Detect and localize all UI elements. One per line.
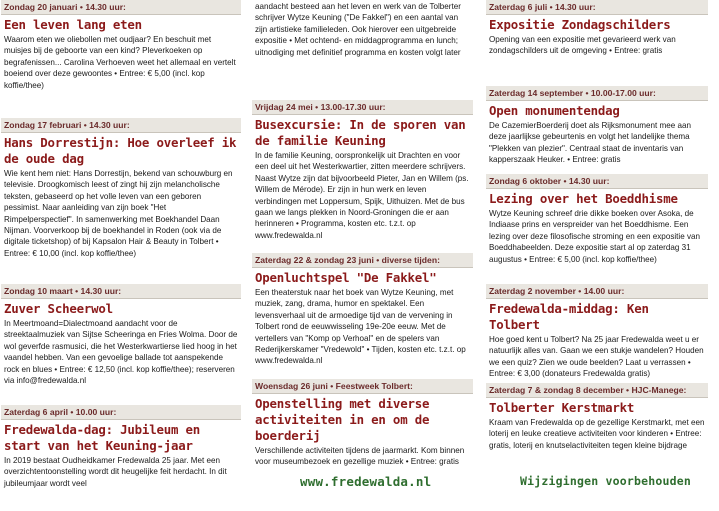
website-link[interactable]: www.fredewalda.nl xyxy=(300,474,432,489)
disclaimer-note: Wijzigingen voorbehouden xyxy=(520,474,691,488)
event-date: Zaterdag 6 juli • 14.30 uur: xyxy=(486,0,708,15)
event-expositie-zondagschilders xyxy=(486,0,708,57)
event-openstelling xyxy=(252,379,473,468)
event-description: Verschillende activiteiten tijdens de jaarmarkt. Kom binnen voor museumbezoek en gezellige muziek • Entree: gratis xyxy=(255,446,465,467)
event-date: Zondag 10 maart • 14.30 uur: xyxy=(1,284,241,299)
event-title: Open monumentendag xyxy=(489,103,620,118)
event-lezing-boeddhisme xyxy=(486,174,708,265)
event-description: Hoe goed kent u Tolbert? Na 25 jaar Fredewalda weet u er natuurlijk alles van. Gaan we een stukje wandelen? Houden we een quiz? Zien we oude beelden? Laat u verrassen • Entree: € 3,00 (donateurs Fredewalda gratis) xyxy=(489,335,704,379)
event-description: Waarom eten we oliebollen met oudjaar? En beschuit met muisjes bij de geboorte van een kind? Pleverkoeken op begrafenissen... Carolina Verhoeven weet het allemaal en vertelt boeiend over deze gewoontes • Entree: € 5,00 (incl. kop koffie/thee) xyxy=(4,35,236,90)
event-title: Fredewalda-middag: Ken Tolbert xyxy=(489,301,649,332)
event-description: In 2019 bestaat Oudheidkamer Fredewalda 25 jaar. Met een overzichtentoonstelling wordt dit heugelijke feit herdacht. In dit jubileumjaar wordt veel xyxy=(4,456,227,488)
event-description: Een theaterstuk naar het boek van Wytze Keuning, met muziek, zang, drama, humor en spektakel. Een levensverhaal uit de armoedige tijd van de vervening in Tolbert rond de eeuwwisseling 19e-20e eeuw. Met de vertellers van "Komp op Verhoal" en de spelers van Rederijkerskamer "Vredewold" • Tijden, kosten etc. t.z.t. op www.fredewalda.nl xyxy=(255,288,466,366)
event-description: De CazemierBoerderij doet als Rijksmonument mee aan deze jaarlijkse gebeurtenis en volgt het landelijke thema "Plekken van plezier". Centraal staat de inventaris van kapperszaak Heuker. • Entree: gratis xyxy=(489,121,691,165)
event-date: Zondag 20 januari • 14.30 uur: xyxy=(1,0,241,15)
event-title: Zuver Scheerwol xyxy=(4,301,113,316)
event-title: Lezing over het Boeddhisme xyxy=(489,191,678,206)
event-een-leven-lang-eten xyxy=(1,0,241,91)
event-date: Vrijdag 24 mei • 13.00-17.30 uur: xyxy=(252,100,473,115)
event-open-monumentendag xyxy=(486,86,708,166)
event-openluchtspel xyxy=(252,253,473,367)
event-date: Zondag 17 februari • 14.30 uur: xyxy=(1,118,241,133)
event-title: Een leven lang eten xyxy=(4,17,142,32)
event-date: Zaterdag 2 november • 14.00 uur: xyxy=(486,284,708,299)
continued-text: aandacht besteed aan het leven en werk van de Tolberter schrijver Wytze Keuning ("De Fakkel") en een aantal van zijn artistieke familieleden. Ook hierover een uitgebreide expositie • Met ochtend- en middagprogramma en lunch; uitnodiging met definitief programma en kosten volgt later xyxy=(255,2,461,57)
event-busexcursie xyxy=(252,100,473,241)
event-fredewalda-middag xyxy=(486,284,708,380)
event-description: In de familie Keuning, oorspronkelijk uit Drachten en voor een deel uit het Westerkwartier, zitten meerdere schrijvers. Naast Wytze zijn dat bijvoorbeeld Pieter, Jan en Willem (ps. Willem de Mérode). Er zijn in hun werk en leven verbindingen met Loppersum, Spijk, Uithuizen. Met de bus gaan we langs plekken in Noord-Groningen die er aan herinneren • Programma, kosten etc. t.z.t. op www.fredewalda.nl xyxy=(255,151,469,240)
event-date: Zaterdag 22 & zondag 23 juni • diverse tijden: xyxy=(252,253,473,268)
event-date: Zaterdag 14 september • 10.00-17.00 uur: xyxy=(486,86,708,101)
event-title: Expositie Zondagschilders xyxy=(489,17,671,32)
event-date: Zaterdag 6 april • 10.00 uur: xyxy=(1,405,241,420)
event-hans-dorrestijn xyxy=(1,118,241,259)
event-fredewalda-dag xyxy=(1,405,241,489)
event-title: Openstelling met diverse activiteiten in en om de boerderij xyxy=(255,396,430,443)
event-description: Wytze Keuning schreef drie dikke boeken over Asoka, de Indiaase prins en verspreider van het Boeddhisme. Een lezing over deze filosofische stroming en een expositie van Boeddhabeelden. Deze expositie start al op zaterdag 31 augustus • Entree: € 5,00 (incl. kop koffie/thee) xyxy=(489,209,701,264)
event-date: Woensdag 26 juni • Feestweek Tolbert: xyxy=(252,379,473,394)
event-description: Wie kent hem niet: Hans Dorrestijn, bekend van schouwburg en televisie. Droogkomisch leest of zingt hij zijn melancholische teksten, gebaseerd op het volle leven van een geboren pessimist. Naar aanleiding van zijn boek "Het Rimpelperspectief". In samenwerking met Boekhandel Daan Nijman. Voorverkoop bij de boekhandel in Roden (ook via de digitale ticketshop) of bij Kapsalon Hair & Beauty in Tolbert • Entree: € 10,00 (incl. kop koffie/thee) xyxy=(4,169,233,258)
event-title: Busexcursie: In de sporen van de familie Keuning xyxy=(255,117,466,148)
event-title: Hans Dorrestijn: Hoe overleef ik de oude dag xyxy=(4,135,237,166)
event-tolberter-kerstmarkt xyxy=(486,383,708,451)
event-description: Opening van een expositie met gevarieerd werk van zondagschilders uit de omgeving • Entree: gratis xyxy=(489,35,676,56)
event-title: Fredewalda-dag: Jubileum en start van het Keuning-jaar xyxy=(4,422,201,453)
event-date: Zondag 6 oktober • 14.30 uur: xyxy=(486,174,708,189)
event-description: Kraam van Fredewalda op de gezellige Kerstmarkt, met een loterij en leuke creatieve activiteiten voor kinderen • Entree: gratis, loterij en knutselactiviteiten tegen kleine bijdrage xyxy=(489,418,705,450)
event-title: Openluchtspel "De Fakkel" xyxy=(255,270,437,285)
event-description: In Meertmoand=Dialectmoand aandacht voor de streektaalmuziek van Sijtse Scheeringa en Fries Wolma. Door de wol geverfde rasmusici, die het Westerkwartierse lied hoog in het vaandel hebben. Van een gevoelige ballade tot aanspekende rock en blues • Entree: € 12,50 (incl. kop koffie/thee); reserveren via info@fredewalda.nl xyxy=(4,319,238,386)
event-title: Tolberter Kerstmarkt xyxy=(489,400,635,415)
event-date: Zaterdag 7 & zondag 8 december • HJC-Manege: xyxy=(486,383,708,398)
event-zuver-scheerwol xyxy=(1,284,241,386)
